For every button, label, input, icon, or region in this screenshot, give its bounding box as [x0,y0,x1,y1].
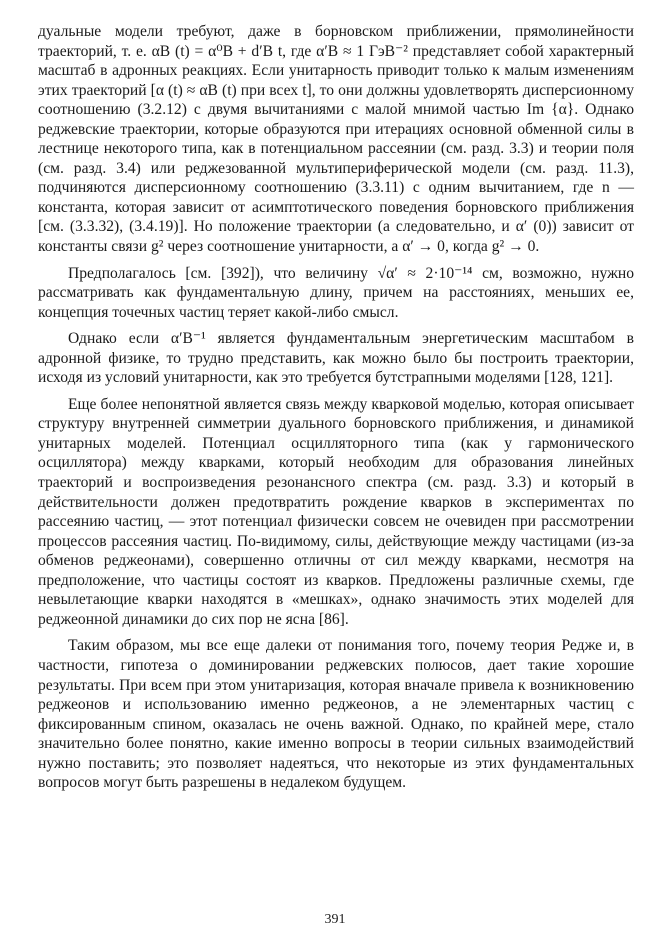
page-body [38,22,634,793]
paragraph-1: дуальные модели требуют, даже в борновском приближении, прямолинейности траекторий, т. е. αB (t) = α⁰B + d′B t, где α′B ≈ 1 ГэВ⁻² представляет собой характерный масштаб в адронных реакциях. Если унитарность приводит только к малым изменениям этих траекторий [α (t) ≈ αB (t) при всех t], то они должны удовлетворять дисперсионному соотношению (3.2.12) с двумя вычитаниями с малой мнимой частью Im {α}. Однако реджевские траектории, которые образуются при итерациях основной обменной силы в лестнице некоторого типа, как в потенциальном рассеянии (см. разд. 3.3) и теории поля (см. разд. 3.4) или реджезованной мультипериферической модели (см. разд. 11.3), подчиняются дисперсионному соотношению (3.3.11) с одним вычитанием, где n — константа, которая зависит от асимптотического поведения борновского приближения [см. (3.3.32), (3.4.19)]. Но положение траектории (а следовательно, и α′ (0)) зависит от константы связи g² через соотношение унитарности, а α′ → 0, когда g² → 0. [38,23,634,256]
page-number: 391 [324,912,346,927]
paragraph-3: Однако если α′B⁻¹ является фундаментальным энергетическим масштабом в адронной физике, то трудно представить, как можно было бы построить траектории, исходя из условий унитарности, как это требуется бутстрапными моделями [128, 121]. [38,330,634,387]
paragraph-5: Таким образом, мы все еще далеки от понимания того, почему теория Редже и, в частности, гипотеза о доминировании реджевских полюсов, дает такие хорошие результаты. При всем при этом унитаризация, которая вначале привела к возникновению реджеонов и использованию именно реджеонов, а не элементарных частиц с фиксированным спином, оказалась не очень важной. Однако, по крайней мере, стало значительно более понятно, какие именно вопросы в теории сильных взаимодействий нужно поставить; это позволяет надеяться, что некоторые из этих фундаментальных вопросов могут быть разрешены в недалеком будущем. [38,637,634,792]
paragraph-4: Еще более непонятной является связь между кварковой моделью, которая описывает структуру внутренней симметрии дуального борновского приближения, и динамикой унитарных моделей. Потенциал осцилляторного типа (как у гармонического осциллятора) между кварками, который необходим для образования линейных траекторий и воспроизведения резонансного спектра (см. разд. 3.3) и который в действительности должен предотвратить рождение кварков в экспериментах по рассеянию частиц, — этот потенциал физически совсем не очевиден при рассмотрении процессов рассеяния частиц. По-видимому, силы, действующие между частицами (из-за обменов реджеонами), совершенно отличны от сил между кварками, несмотря на предположение, что частицы состоят из кварков. Предложены различные схемы, где невылетающие кварки находятся в «мешках», однако значимость этих моделей для реджеонной динамики до сих пор не ясна [86]. [38,395,634,628]
paragraph-2: Предполагалось [см. [392]), что величину √α′ ≈ 2·10⁻¹⁴ см, возможно, нужно рассматривать как фундаментальную длину, причем на расстояниях, меньших ее, концепция точечных частиц теряет какой-либо смысл. [38,264,634,321]
